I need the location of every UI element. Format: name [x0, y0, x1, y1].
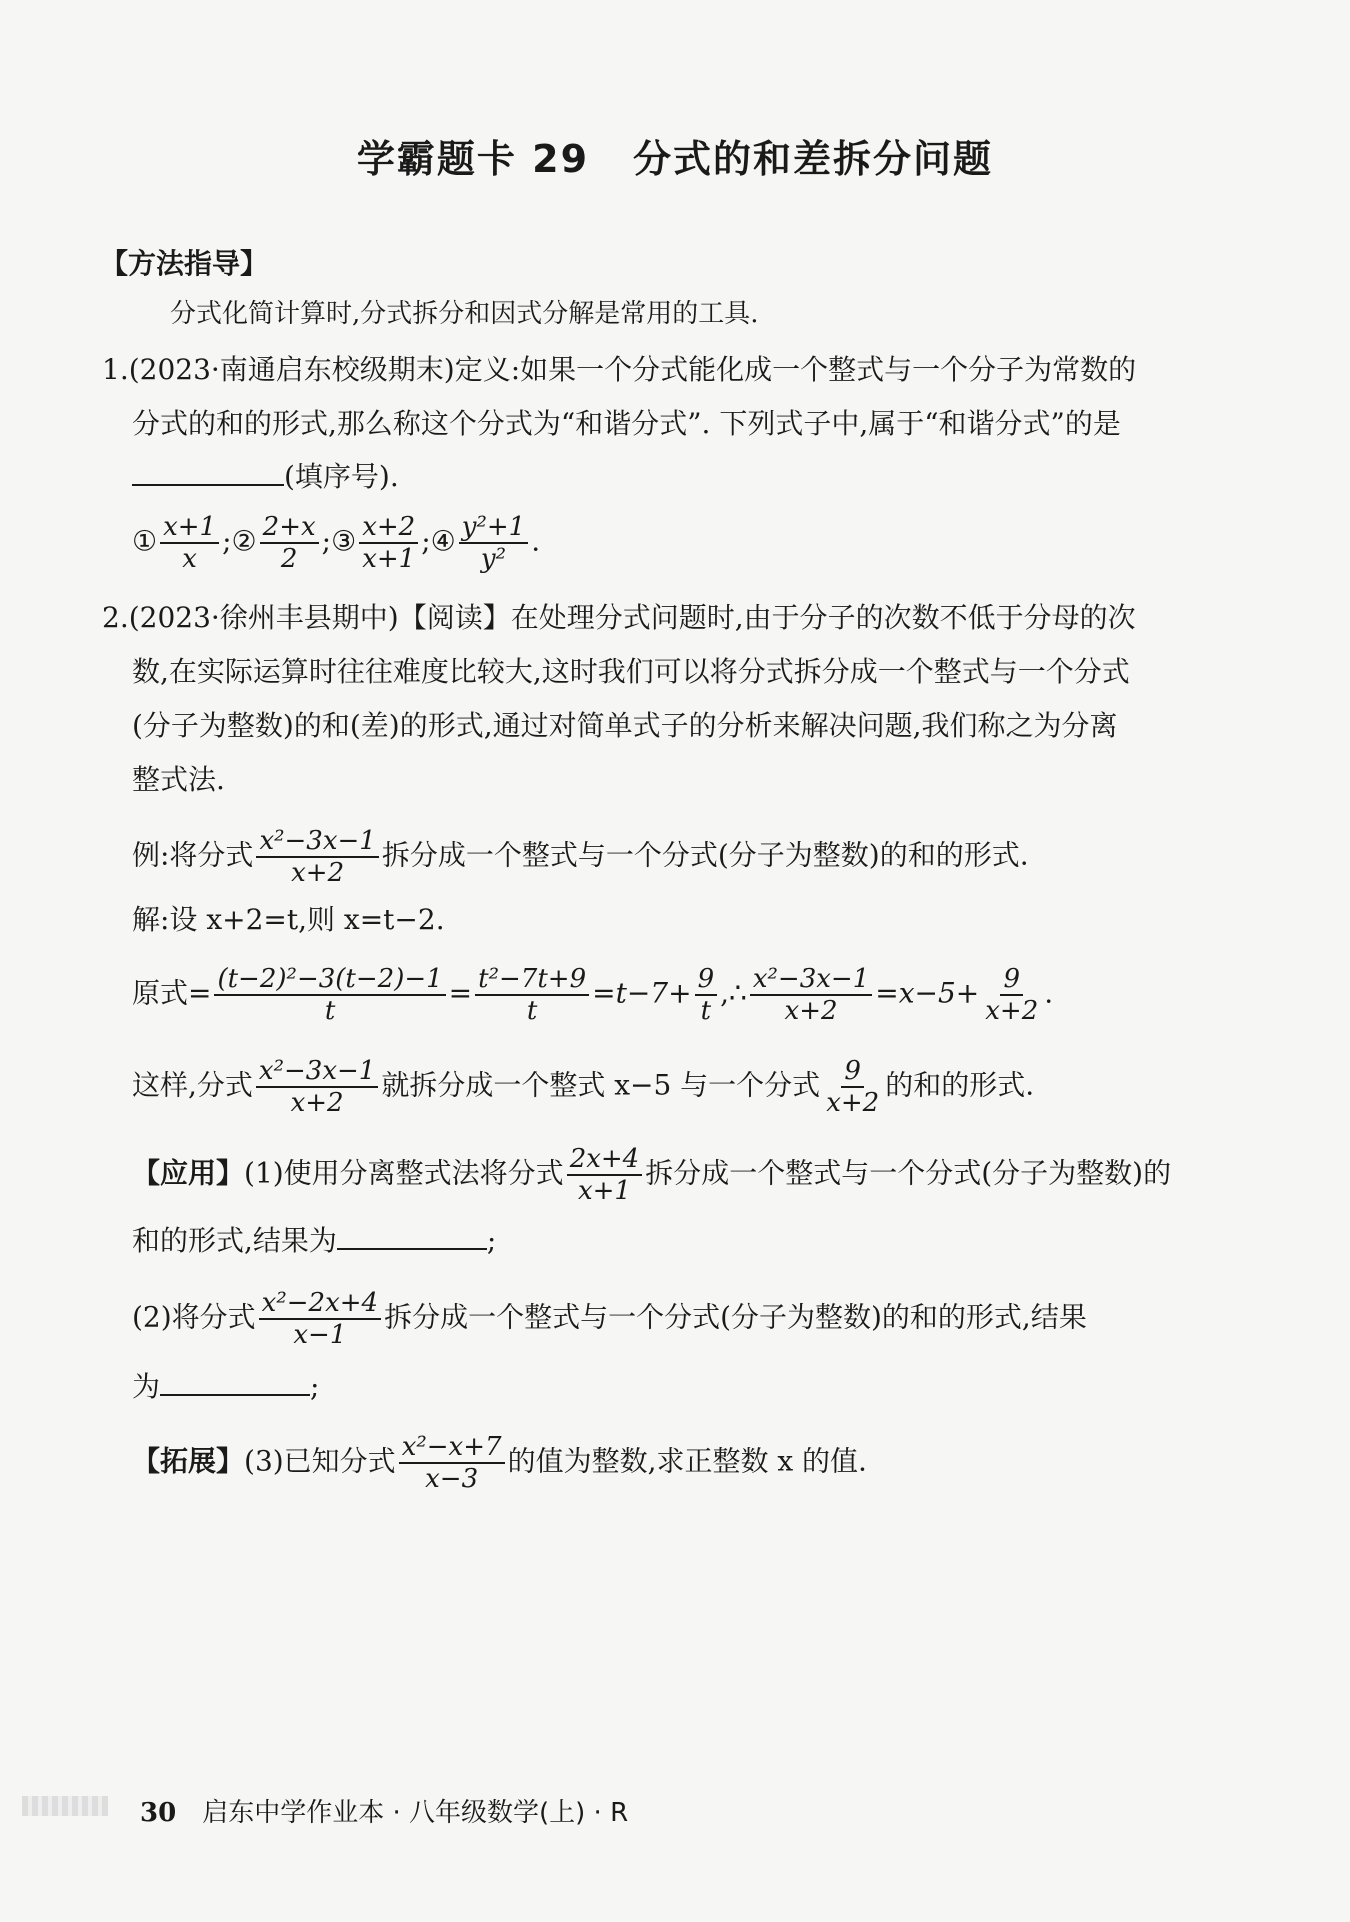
fraction: $\frac{9}{t}$	[695, 964, 718, 1026]
page-number: 30	[140, 1798, 177, 1828]
q2-application-1-answer: 和的形式,结果为 ;	[132, 1220, 496, 1261]
option-mark: ①	[132, 524, 158, 558]
method-heading: 【方法指导】	[100, 247, 269, 280]
page-footer	[140, 1792, 628, 1829]
option-mark: ③	[331, 524, 357, 558]
fraction: $\frac{\text{x²−3x−1}}{x+2}$	[750, 964, 872, 1026]
title-topic: 分式的和差拆分问题	[633, 137, 994, 181]
fraction: $\frac{\text{x²−x+7}}{x-3}$	[399, 1432, 505, 1494]
option-mark: ②	[231, 524, 257, 558]
q1-options: ① $\frac{x+1}{x}$ ;② $\frac{2+x}{2}$ ;③ $\frac{x+2}{x+1}$ ;④ $\frac{\text{y²+1}}{\text{y²}}$ .	[132, 512, 541, 574]
title-number: 学霸题卡 29	[356, 137, 590, 181]
q1-line2: 分式的和的形式,那么称这个分式为“和谐分式”. 下列式子中,属于“和谐分式”的是	[132, 407, 1121, 440]
fraction: $\frac{9}{x+2}$	[985, 964, 1039, 1026]
q1-line1: 1.(2023·南通启东校级期末)定义:如果一个分式能化成一个整式与一个分子为常数的	[102, 353, 1137, 386]
q2-conclusion: 这样,分式 $\frac{\text{x²−3x−1}}{x+2}$ 就拆分成一个整式 x−5 与一个分式 $\frac{9}{x+2}$ 的和的形式.	[132, 1056, 1035, 1118]
option-fraction: $\frac{\text{y²+1}}{\text{y²}}$	[459, 512, 528, 574]
q2-line3: (分子为整数)的和(差)的形式,通过对简单式子的分析来解决问题,我们称之为分离	[132, 709, 1118, 742]
page-title	[0, 128, 1350, 183]
q2-derivation: 原式= $\frac{\text{(t−2)²−3(t−2)−1}}{t}$ = $\frac{\text{t²−7t+9}}{t}$ =t−7+ $\frac{9}{t}$ ,∴ $\frac{\text{x²−3x−1}}{x+2}$ =x−5+ $\frac{9}{x+2}$ .	[132, 964, 1054, 1026]
fraction: $\frac{\text{x²−2x+4}}{x-1}$	[259, 1288, 381, 1350]
answer-blank-2[interactable]	[160, 1366, 310, 1396]
fraction: $\frac{2x+4}{x+1}$	[567, 1144, 643, 1206]
book-title: 启东中学作业本 · 八年级数学(上) · R	[202, 1798, 629, 1828]
q2-application-2: (2)将分式 $\frac{\text{x²−2x+4}}{x-1}$ 拆分成一个整式与一个分式(分子为整数)的和的形式,结果	[132, 1288, 1087, 1350]
q2-application-2-answer: 为 ;	[132, 1366, 319, 1407]
option-fraction: $\frac{2+x}{2}$	[260, 512, 319, 574]
scan-watermark	[22, 1796, 108, 1816]
q1-line3: (填序号).	[132, 456, 399, 497]
q2-line1: 2.(2023·徐州丰县期中)【阅读】在处理分式问题时,由于分子的次数不低于分母的次	[102, 601, 1136, 634]
q2-solution: 解:设 x+2=t,则 x=t−2.	[132, 903, 445, 936]
fraction: $\frac{\text{x²−3x−1}}{x+2}$	[256, 1056, 378, 1118]
q2-application-1: 【应用】(1)使用分离整式法将分式 $\frac{2x+4}{x+1}$ 拆分成一个整式与一个分式(分子为整数)的	[132, 1144, 1172, 1206]
fraction: $\frac{\text{x²−3x−1}}{x+2}$	[256, 826, 378, 888]
q2-line2: 数,在实际运算时往往难度比较大,这时我们可以将分式拆分成一个整式与一个分式	[132, 655, 1130, 688]
answer-blank-1[interactable]	[337, 1220, 487, 1250]
fraction: $\frac{\text{(t−2)²−3(t−2)−1}}{t}$	[214, 964, 445, 1026]
method-text: 分式化简计算时,分式拆分和因式分解是常用的工具.	[170, 299, 759, 329]
extension-tag: 【拓展】	[132, 1444, 245, 1478]
q2-line4: 整式法.	[132, 763, 225, 796]
option-fraction: $\frac{x+2}{x+1}$	[359, 512, 418, 574]
q1-answer-blank[interactable]	[132, 456, 284, 486]
q2-example: 例:将分式 $\frac{\text{x²−3x−1}}{x+2}$ 拆分成一个整式与一个分式(分子为整数)的和的形式.	[132, 826, 1029, 888]
application-tag: 【应用】	[132, 1156, 245, 1190]
fraction: $\frac{9}{x+2}$	[826, 1056, 880, 1118]
q2-extension: 【拓展】(3)已知分式 $\frac{\text{x²−x+7}}{x-3}$ 的值为整数,求正整数 x 的值.	[132, 1432, 867, 1494]
option-mark: ④	[430, 524, 456, 558]
option-fraction: $\frac{x+1}{x}$	[160, 512, 219, 574]
fraction: $\frac{\text{t²−7t+9}}{t}$	[475, 964, 589, 1026]
